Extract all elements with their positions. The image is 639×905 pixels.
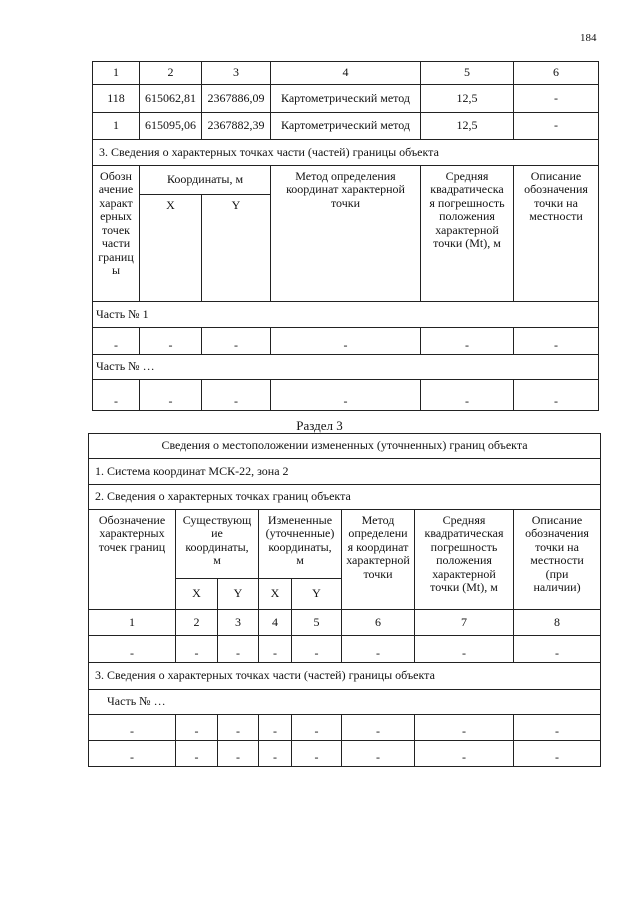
cell-dash: - xyxy=(202,328,271,355)
method: Картометрический метод xyxy=(271,113,421,140)
cell-dash: - xyxy=(176,741,218,767)
table-row xyxy=(89,715,601,741)
col-num-2: 2 xyxy=(140,62,202,85)
cell-dash: - xyxy=(259,741,292,767)
col-num-3: 3 xyxy=(218,610,259,636)
cell-dash: - xyxy=(218,636,259,663)
cell-dash: - xyxy=(514,328,599,355)
cell-dash: - xyxy=(218,741,259,767)
column-number-row xyxy=(93,62,599,85)
cell-dash: - xyxy=(292,741,342,767)
cell-dash: - xyxy=(514,715,601,741)
cell-dash: - xyxy=(415,636,514,663)
table-row xyxy=(93,85,599,113)
cell-dash: - xyxy=(140,380,202,411)
col-num-1: 1 xyxy=(89,610,176,636)
cell-dash: - xyxy=(259,636,292,663)
col-num-7: 7 xyxy=(415,610,514,636)
part-label: Часть № … xyxy=(89,690,601,715)
coord-y: 2367886,09 xyxy=(202,85,271,113)
header-y: Y xyxy=(202,195,271,302)
cell-dash: - xyxy=(421,380,514,411)
part-label-row xyxy=(93,302,599,328)
cell-dash: - xyxy=(342,715,415,741)
cell-dash: - xyxy=(415,715,514,741)
header-accuracy: Средняя квадратическа я погрешность положения характерной точки (Mt), м xyxy=(421,166,514,302)
header-existing-coords: Существующ ие координаты, м xyxy=(176,510,259,579)
coord-x: 615062,81 xyxy=(140,85,202,113)
col-num-3: 3 xyxy=(202,62,271,85)
column-number-row xyxy=(89,610,601,636)
header-y-changed: Y xyxy=(292,579,342,610)
header-accuracy: Средняя квадратическая погрешность положения характерной точки (Mt), м xyxy=(415,510,514,610)
part-n-label: Часть № … xyxy=(93,355,599,380)
cell-dash: - xyxy=(89,636,176,663)
accuracy: 12,5 xyxy=(421,85,514,113)
cell-dash: - xyxy=(89,715,176,741)
table-row xyxy=(93,113,599,140)
cell-dash: - xyxy=(259,715,292,741)
cell-dash: - xyxy=(93,380,140,411)
cell-dash: - xyxy=(140,328,202,355)
table-row xyxy=(93,328,599,355)
col-num-2: 2 xyxy=(176,610,218,636)
boundary-points-table xyxy=(92,61,599,411)
col-num-6: 6 xyxy=(514,62,599,85)
header-description: Описание обозначения точки на местности (при наличии) xyxy=(514,510,601,610)
col-num-6: 6 xyxy=(342,610,415,636)
col-num-8: 8 xyxy=(514,610,601,636)
cell-dash: - xyxy=(271,380,421,411)
header-point-designation: Обозн ачение характ ерных точек части границ ы xyxy=(93,166,140,302)
page-number: 184 xyxy=(580,32,597,44)
col-num-5: 5 xyxy=(292,610,342,636)
table-row xyxy=(89,741,601,767)
cell-dash: - xyxy=(514,741,601,767)
cell-dash: - xyxy=(176,715,218,741)
header-x-existing: X xyxy=(176,579,218,610)
section-heading-row xyxy=(93,140,599,166)
cell-dash: - xyxy=(342,741,415,767)
point-id: 1 xyxy=(93,113,140,140)
col-num-1: 1 xyxy=(93,62,140,85)
points-title-row xyxy=(89,485,601,510)
col-num-4: 4 xyxy=(271,62,421,85)
table-row xyxy=(93,380,599,411)
part-1-label: Часть № 1 xyxy=(93,302,599,328)
cell-dash: - xyxy=(415,741,514,767)
cell-dash: - xyxy=(342,636,415,663)
header-description: Описание обозначения точки на местности xyxy=(514,166,599,302)
cell-dash: - xyxy=(93,328,140,355)
table-title-row xyxy=(89,434,601,459)
cell-dash: - xyxy=(514,380,599,411)
header-row xyxy=(89,510,601,579)
cell-dash: - xyxy=(89,741,176,767)
header-coordinates: Координаты, м xyxy=(140,166,271,195)
part-label-row xyxy=(89,690,601,715)
description: - xyxy=(514,85,599,113)
header-point-designation: Обозначение характерных точек границ xyxy=(89,510,176,610)
coord-x: 615095,06 xyxy=(140,113,202,140)
coord-system-row xyxy=(89,459,601,485)
cell-dash: - xyxy=(421,328,514,355)
cell-dash: - xyxy=(514,636,601,663)
parts-section-title: 3. Сведения о характерных точках части (частей) границы объекта xyxy=(93,140,599,166)
method: Картометрический метод xyxy=(271,85,421,113)
coord-y: 2367882,39 xyxy=(202,113,271,140)
cell-dash: - xyxy=(292,715,342,741)
part-label-row xyxy=(93,355,599,380)
coord-system: 1. Система координат МСК-22, зона 2 xyxy=(89,459,601,485)
header-x-changed: X xyxy=(259,579,292,610)
section-3-title: Раздел 3 xyxy=(296,418,343,433)
cell-dash: - xyxy=(176,636,218,663)
header-x: X xyxy=(140,195,202,302)
cell-dash: - xyxy=(202,380,271,411)
cell-dash: - xyxy=(292,636,342,663)
description: - xyxy=(514,113,599,140)
parts-title-row xyxy=(89,663,601,690)
cell-dash: - xyxy=(218,715,259,741)
cell-dash: - xyxy=(271,328,421,355)
header-method: Метод определени я координат характерной точки xyxy=(342,510,415,610)
point-id: 118 xyxy=(93,85,140,113)
header-row xyxy=(93,166,599,195)
parts-section-title: 3. Сведения о характерных точках части (частей) границы объекта xyxy=(89,663,601,690)
points-title: 2. Сведения о характерных точках границ объекта xyxy=(89,485,601,510)
accuracy: 12,5 xyxy=(421,113,514,140)
col-num-5: 5 xyxy=(421,62,514,85)
changed-boundaries-table xyxy=(88,433,601,767)
table-title: Сведения о местоположении измененных (уточненных) границ объекта xyxy=(89,434,601,459)
table-row xyxy=(89,636,601,663)
header-changed-coords: Измененные (уточненные) координаты, м xyxy=(259,510,342,579)
col-num-4: 4 xyxy=(259,610,292,636)
header-method: Метод определения координат характерной точки xyxy=(271,166,421,302)
header-y-existing: Y xyxy=(218,579,259,610)
